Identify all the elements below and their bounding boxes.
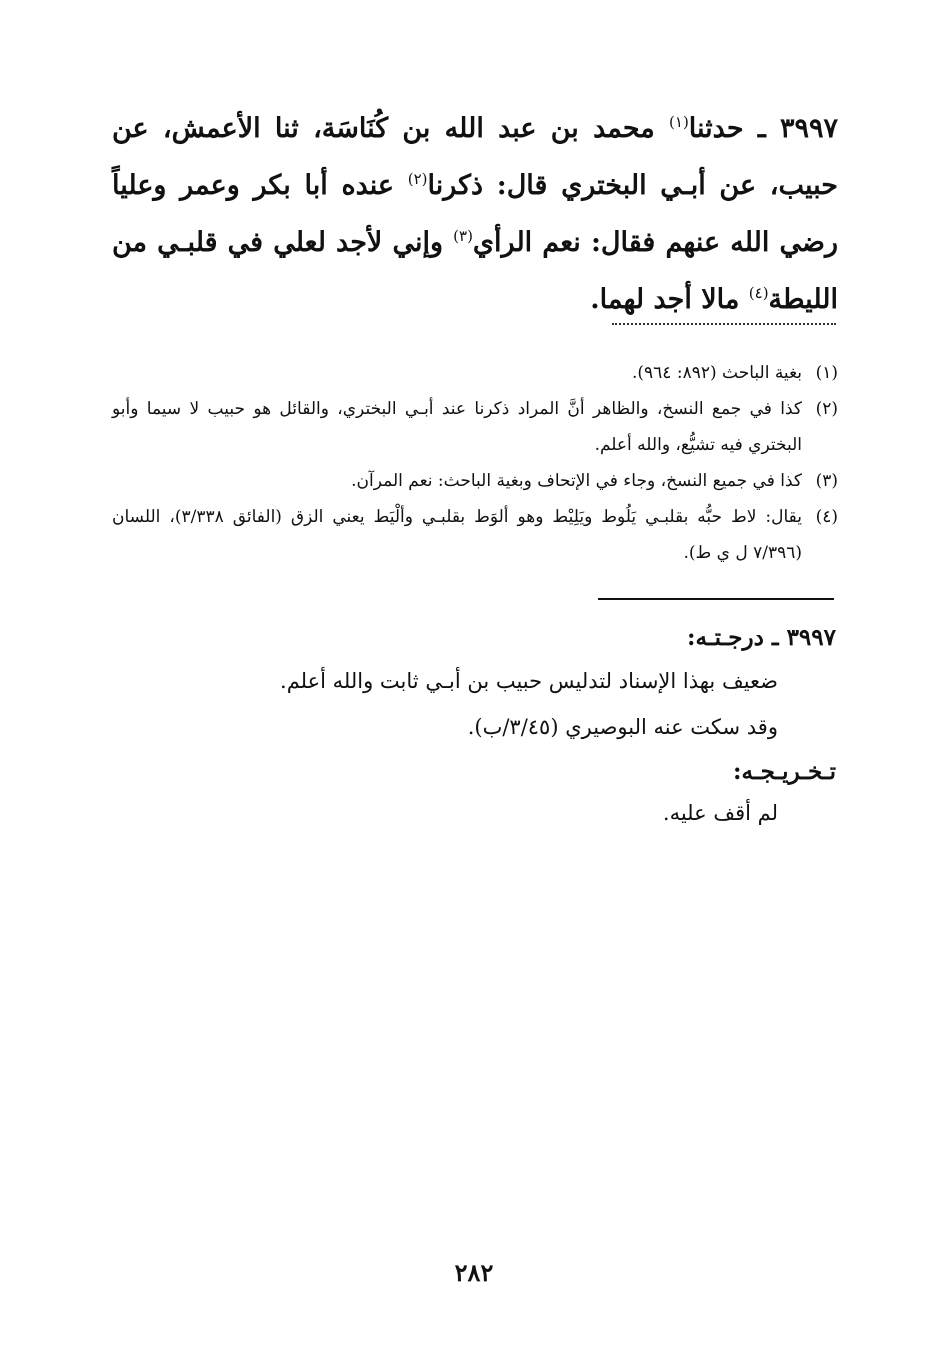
footnote-ref-3[interactable]: (٣)	[453, 227, 473, 245]
footnote-divider	[612, 323, 836, 325]
takhrij-heading: تـخـريـجـه:	[733, 758, 836, 785]
footnote-2	[112, 391, 838, 463]
hadith-part-5: مالا أجد لهما.	[590, 284, 749, 315]
grade-body	[118, 658, 778, 750]
footnote-number: (٣)	[815, 471, 838, 491]
footnote-text: يقال: لاط حبُّه بقلبـي يَلُوط ويَلِيْط وهو ألوَط بقلبـي وألْيَط يعني الزق (الفائق ٣/٣٣٨)، اللسان (٧/٣٩٦ ل ي ط).	[112, 507, 803, 563]
section-rule	[598, 598, 834, 600]
footnote-ref-1[interactable]: (١)	[669, 113, 689, 131]
footnote-3	[112, 463, 838, 499]
hadith-dash: ـ	[743, 113, 780, 144]
footnotes	[112, 355, 838, 571]
footnote-1	[112, 355, 838, 391]
footnote-text: بغية الباحث (٨٩٢: ٩٦٤).	[631, 363, 802, 383]
footnote-number: (١)	[815, 363, 838, 383]
footnote-ref-2[interactable]: (٢)	[407, 170, 428, 188]
hadith-part-1: حدثنا	[688, 113, 744, 144]
footnote-number: (٢)	[815, 399, 838, 419]
grade-line-2: وقد سكت عنه البوصيري (٣/٤٥/ب).	[467, 715, 778, 739]
footnote-4	[112, 499, 838, 571]
grade-heading: ٣٩٩٧ ـ درجـتـه:	[687, 624, 836, 651]
footnote-ref-4[interactable]: (٤)	[748, 284, 769, 302]
footnote-text: كذا في جمع النسخ، والظاهر أنَّ المراد ذكرنا عند أبـي البختري، والقائل هو حبيب لا سيما وأبو البختري فيه تشيُّع، والله أعلم.	[112, 399, 802, 455]
takhrij-text: لم أقف عليه.	[662, 801, 778, 825]
hadith-text	[112, 100, 838, 328]
page-number: ٢٨٢	[454, 1258, 494, 1287]
footnote-text: كذا في جميع النسخ، وجاء في الإتحاف وبغية الباحث: نعم المرآن.	[351, 471, 802, 491]
footnote-number: (٤)	[815, 507, 838, 527]
hadith-part-4: وإني لأجد لعلي في قلبـي من الليطة	[112, 227, 838, 315]
hadith-part-2: محمد بن عبد الله بن كُنَاسَة، ثنا الأعمش، عن حبيب، عن أبـي البختري قال: ذكرنا	[112, 113, 838, 201]
hadith-part-3: عنده أبا بكر وعمر وعلياً رضي الله عنهم فقال: نعم الرأي	[112, 170, 839, 258]
hadith-number: ٣٩٩٧	[779, 113, 838, 144]
grade-line-1: ضعيف بهذا الإسناد لتدليس حبيب بن أبـي ثابت والله أعلم.	[280, 669, 778, 693]
